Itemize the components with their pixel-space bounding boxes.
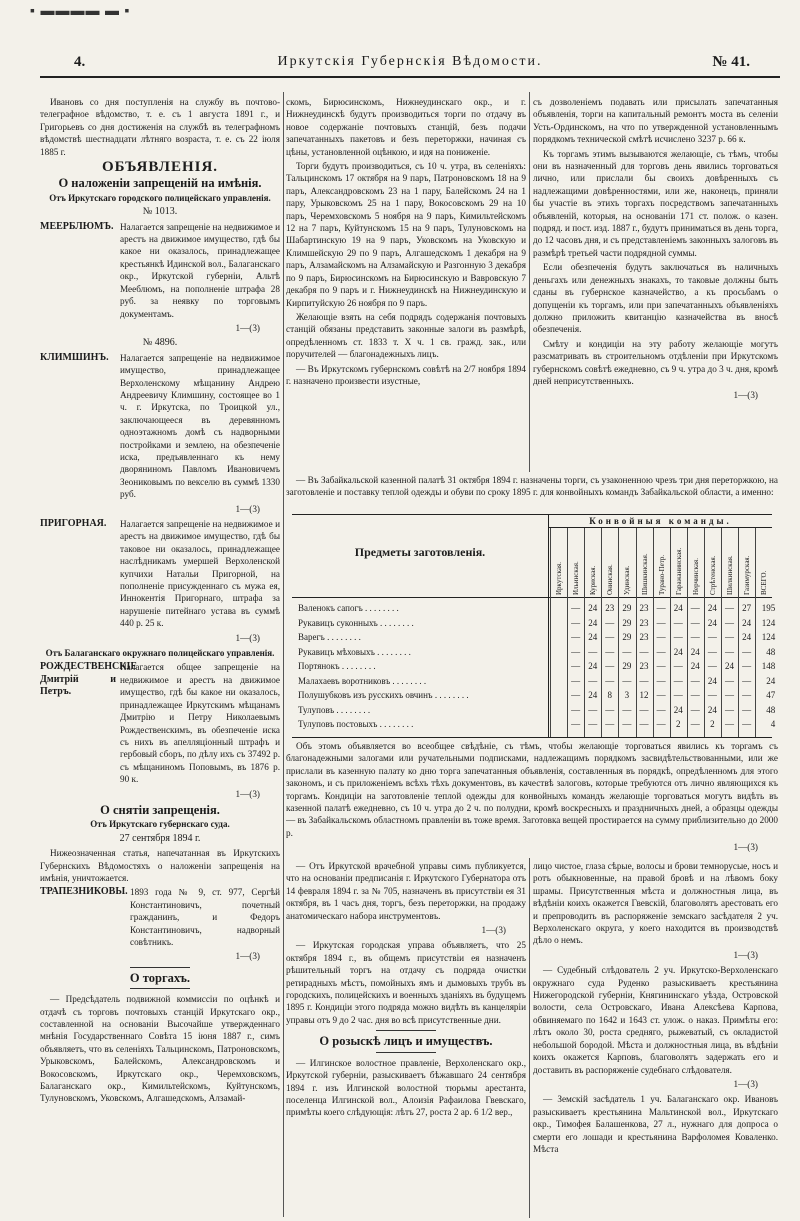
body-text: — Отъ Иркутской врачебной управы симъ публикуется, что на основаніи предписанія г. Иркутского Губернатора отъ 14 февраля 1894 г. за № 705, назначенъ въ присутствіи ея 31 октября, въ 1 часъ дня, торгъ, безъ переторжки, на продажу анатомическаго набора инструментовъ. xyxy=(286,861,526,921)
body-text: лицо чистое, глаза сѣрые, волосы и брови темнорусые, носъ и ротъ обыкновенные, на правой бровѣ и на лѣвомъ боку шрамы. Присутственныя мѣста и должностныя лица, въ вѣдѣніи коихъ окажется Гвевскій, благоволятъ арестовать его и препроводить въ распоряженіе земскаго засѣдателя 2 уч. Верхоленскаго округа, у коего находится въ производствѣ дѣло о немъ. xyxy=(533,861,778,946)
table-cell: 27 xyxy=(742,603,752,613)
issue-number: № 41. xyxy=(712,54,750,70)
table-cell: — xyxy=(656,719,666,729)
notice-signature: 1—(3) xyxy=(733,949,758,960)
notice-date: 27 сентября 1894 г. xyxy=(119,832,201,844)
table-row-label: Валенокъ сапогъ . . . . . . . . xyxy=(298,603,399,613)
body-text: — Въ Забайкальской казенной палатѣ 31 октября 1894 г. назначены торги, съ узаконенною чрезъ три дня переторжкою, на заготовленіе и поставку теплой одежды и обуви по сроку 1895 г. для конвойныхъ командъ Забайкальской области, а именно: xyxy=(286,475,778,498)
column-divider xyxy=(283,472,284,1217)
entry-name: КЛИМШИНЪ. xyxy=(40,351,109,363)
notice-entry xyxy=(40,661,280,785)
table-column-header: Шилкинская. xyxy=(726,555,734,595)
table-cell: — xyxy=(588,704,598,715)
table-total-cell: 124 xyxy=(761,632,776,642)
table-cell: 24 xyxy=(588,690,598,700)
table-cell: 24 xyxy=(742,617,752,628)
intro-text: Ивановъ со дня поступленія на службу въ почтово-телеграфное вѣдомство, т. е. съ 1 августа 1891 г., и Григорьевъ со дня достиженія на службѣ въ телеграфномъ вѣдомствѣ шестнадцати лѣтняго возраста, т. е. съ 22 іюля 1885 г. xyxy=(40,97,280,157)
source-heading: Отъ Иркутскаго губернскаго суда. xyxy=(90,819,230,830)
table-cell: 2 xyxy=(675,719,681,729)
table-header-rule xyxy=(292,597,772,598)
table-cell: — xyxy=(725,719,734,729)
table-cell: — xyxy=(707,690,717,700)
notice-signature: 1—(3) xyxy=(235,503,260,514)
table-cell: — xyxy=(605,704,615,715)
table-cell: 29 xyxy=(622,617,632,628)
table-cell: — xyxy=(725,704,734,715)
table-total-cell: 24 xyxy=(766,675,776,686)
divider xyxy=(130,967,190,968)
table-title: Предметы заготовленія. xyxy=(354,545,486,559)
notice-signature: 1—(3) xyxy=(733,1078,758,1089)
table-cell: 24 xyxy=(725,661,734,671)
table-cell: — xyxy=(690,704,700,715)
table-column-header: Нерчинская. xyxy=(691,558,700,595)
scan-artifact: ▪ ▬▬▬▬ ▬ ▪ xyxy=(30,4,131,19)
body-text: — Илгинское волостное правленіе, Верхоленскаго окр., Иркутской губерніи, разыскиваетъ бѣжавшаго 24 сентября 1894 г. изъ Илгинской волостной тюрьмы арестанта, поселенца Илгинской вол., Алоизія Рафаилова Гвевскаго, примѣты коего слѣдующія: лѣтъ 27, роста 2 ар. 6 1/2 вер., xyxy=(286,1057,526,1118)
table-cell: — xyxy=(605,675,615,686)
body-text: Торги будутъ производиться, съ 10 ч. утра, въ селеніяхъ: Тальцинскомъ 17 октября на 9 паръ, Патроновскомъ 18 на 9 паръ, Александровскомъ 23 на 1 пару, Балейскомъ 24 на 1 пару, Урыковскомъ 25 на 1 пару, Вокосовскомъ 29 на 10 паръ, Черемховскомъ 5 ноября на 9 паръ, Кимильтейскомъ 12 на 7 паръ, Куйтунскомъ 15 на 9 паръ, Тулуновскомъ на Шабартинскую 19 на 9 паръ, Уковскомъ на Уковскую и Климшейскую 29 по 9 паръ, Алгашедскомъ 1 декабря на 9 паръ, Алзамайскомъ на Алзамайскую и Разгонную 3 декабря по 9 паръ, Бирюсинскомъ на Бирюсинскую и Вавровскую 7 декабря по 9 паръ и г. Нижнеудинскѣ на Нижнеудинскую и Кирпитуйскую 26 ноября по 9 паръ. xyxy=(286,161,526,308)
table-cell: 24 xyxy=(707,704,717,715)
notice-signature: 1—(3) xyxy=(733,842,758,853)
table-column-header: Газимурская. xyxy=(743,555,752,595)
announcements-heading: ОБЪЯВЛЕНІЯ. xyxy=(101,159,219,176)
table-column-header: ВСЕГО. xyxy=(760,570,769,595)
table-cell: — xyxy=(725,632,734,642)
body-text: съ дозволеніемъ подавать или присылать запечатанныя объявленія, торги на капитальный ремонтъ моста въ селеніи Усть-Ординскомъ, на что по утвержденной установленнымъ порядкомъ технической смѣтѣ исчислено 3237 р. 66 к. xyxy=(533,97,778,145)
table-cell: — xyxy=(639,646,649,657)
column-left xyxy=(40,96,280,1211)
body-text: скомъ, Бирюсинскомъ, Нижнеудинскаго окр., и г. Нижнеудинскѣ будутъ производиться торги по отдачу въ новое содержаніе почтовыхъ станцій, безъ подачи запечатанныхъ пакетовъ и безъ переторжки, начиная съ цѣны, установленной оцѣнкою, и идя на пониженіе. xyxy=(286,97,526,157)
column-middle xyxy=(286,96,526,471)
divider xyxy=(376,1052,436,1053)
table-cell: — xyxy=(571,603,581,613)
table-row-label: Тулуповъ . . . . . . . . xyxy=(298,704,371,715)
table-total-cell: 148 xyxy=(761,661,776,671)
table-cell: 12 xyxy=(639,690,649,700)
table-cell: — xyxy=(571,632,581,642)
table-cell: — xyxy=(605,632,615,642)
table-cell: — xyxy=(571,719,581,729)
page-number: 4. xyxy=(74,54,86,70)
table-cell: 24 xyxy=(707,617,717,628)
entry-text: 1893 года № 9, ст. 977, Сергѣй Константиновичъ, почетный гражданинъ, и Федоръ Константиновичъ, надворный совѣтникъ. xyxy=(130,887,280,947)
table-cell: 24 xyxy=(673,646,683,657)
lift-text: Нижеозначенная статья, напечатанная въ Иркутскихъ Губернскихъ Вѣдомостяхъ о наложеніи запрещенія на имѣнія, уничтожается. xyxy=(40,848,280,883)
table-cell: — xyxy=(605,719,615,729)
table-cell: — xyxy=(605,617,615,628)
table-group-header: Конвойныя команды. xyxy=(549,515,772,528)
table-cell: — xyxy=(690,603,700,613)
notice-signature: 1—(3) xyxy=(733,390,758,401)
table-cell: — xyxy=(707,632,717,642)
table-cell: 24 xyxy=(588,617,598,628)
table-cell: — xyxy=(656,690,666,700)
table-column-header: Гаражанинская. xyxy=(674,547,683,595)
table-cell: 24 xyxy=(588,632,598,642)
table-cell: — xyxy=(588,719,598,729)
table-cell: 24 xyxy=(707,675,717,686)
table-cell: — xyxy=(690,719,700,729)
table-cell: 24 xyxy=(673,603,683,613)
trade-text: — Предсѣдатель подвижной коммиссіи по оцѣнкѣ и отдачѣ съ торговъ почтовыхъ станцій Иркутскаго окр., составленной на основаніи Высочайше утвержденнаго мнѣнія Государственнаго Совѣта 15 іюня 1887 г., симъ объявляетъ, что въ селеніяхъ Тальцинскомъ, Патроновскомъ, Урыковскомъ, Балейскомъ, Александровскомъ и Вокосовскомъ, Иркутскаго окр., Черемховскомъ, Балаганскаго окр., Кимильтейскомъ, Куйтунскомъ, Тулуновскомъ, Уковскомъ, Алгашедскомъ, Алзамай- xyxy=(40,994,280,1104)
table-cell: — xyxy=(656,704,666,715)
notice-entry xyxy=(40,518,280,630)
table-cell: — xyxy=(656,603,666,613)
table-cell: — xyxy=(622,675,632,686)
table-total-cell: 195 xyxy=(761,603,776,613)
table-cell: — xyxy=(571,690,581,700)
table-cell: — xyxy=(588,646,598,657)
table-total-cell: 48 xyxy=(766,704,776,715)
table-column-header: Онинская. xyxy=(606,564,615,595)
table-cell: 23 xyxy=(639,632,649,642)
table-cell: — xyxy=(605,646,615,657)
table-row-label: Рукавицъ мѣховыхъ . . . . . . . . xyxy=(298,646,411,657)
notice-signature: 1—(3) xyxy=(235,788,260,799)
notice-signature: 1—(3) xyxy=(235,322,260,333)
body-text: Если обезпеченія будутъ заключаться въ наличныхъ деньгахъ или денежныхъ знакахъ, то таковые должны быть сданы въ губернское казначейство, а къ просьбамъ о допущеніи къ торгамъ, или при запечатанныхъ объявленіяхъ должно приложить квитанцію казначейства въ вносѣ обезпеченія. xyxy=(533,262,778,335)
table-cell: 24 xyxy=(673,704,683,715)
column-middle-lower xyxy=(286,860,526,1215)
table-cell: — xyxy=(742,675,752,686)
table-cell: — xyxy=(571,646,581,657)
table-cell: 24 xyxy=(690,646,700,657)
table-cell: — xyxy=(639,719,649,729)
column-divider xyxy=(283,92,284,472)
notice-entry xyxy=(40,221,280,320)
table-cell: — xyxy=(725,690,734,700)
table-column-header: Турано-Петр. xyxy=(657,554,666,595)
supplies-table xyxy=(292,514,776,738)
table-total-cell: 4 xyxy=(770,719,776,729)
entry-name: РОЖДЕСТВЕНСКІЕ Дмитрій и Петръ. xyxy=(40,661,138,698)
table-cell: 24 xyxy=(742,632,752,642)
newspaper-title: Иркутскія Губернскія Вѣдомости. xyxy=(277,54,543,69)
table-cell: — xyxy=(742,661,752,671)
table-row-label: Портянокъ . . . . . . . . xyxy=(298,661,376,671)
search-heading: О розыскѣ лицъ и имуществъ. xyxy=(319,1034,493,1049)
table-cell: — xyxy=(725,646,734,657)
table-cell: — xyxy=(622,646,632,657)
table-cell: 24 xyxy=(707,603,717,613)
body-text: — Иркутская городская управа объявляетъ, что 25 октября 1894 г., въ общемъ присутствіи ея назначенъ рѣшительный торгъ на отдачу съ подряда очистки ретирадныхъ мѣстъ, помойныхъ ямъ и дымовыхъ трубъ въ городскихъ, полицейскихъ и военныхъ зданіяхъ въ будущемъ 1895 г. Кондиціи этого подряда можно видѣть въ канцеляріи управы отъ 9 до 2 час. дня во всѣ присутственные дни. xyxy=(286,940,526,1025)
zabaikal-notice-cont xyxy=(286,740,778,857)
trade-heading: О торгахъ. xyxy=(129,970,191,985)
body-text: — Судебный слѣдователь 2 уч. Иркутско-Верхоленскаго окружнаго суда Руденко разыскиваетъ крестьянина Нижегородской губерніи, Княгининскаго уѣзда, Островской волости, села Островскаго, Ивана Алексѣева Карпова, обвиняемаго по 1642 и 1643 ст. улож. о наказ. Примѣты его: лѣтъ около 30, роста средняго, рыжеватый, съ окладистой небольшой бородой. Мѣста и должностныя лица, въ вѣдѣніи коихъ окажется Карповъ, благоволятъ задержать его и доставить въ распоряженіе судебнаго слѣдователя. xyxy=(533,965,778,1075)
table-column-header: Куриская. xyxy=(589,565,598,595)
notice-signature: 1—(3) xyxy=(235,951,260,962)
notice-number: № 1013. xyxy=(142,206,178,218)
table-cell: — xyxy=(742,719,752,729)
table-cell: 24 xyxy=(588,603,598,613)
column-divider xyxy=(529,858,530,1218)
table-cell: — xyxy=(639,704,649,715)
table-row-label: Варегъ . . . . . . . . xyxy=(298,632,361,642)
table-cell: — xyxy=(571,704,581,715)
table-cell: — xyxy=(588,675,598,686)
table-cell: — xyxy=(707,661,717,671)
table-column-rule xyxy=(550,528,551,737)
table-cell: — xyxy=(707,646,717,657)
table-cell: 29 xyxy=(622,603,632,613)
bans-heading: О наложеніи запрещеній на имѣнія. xyxy=(58,176,262,191)
table-cell: — xyxy=(673,675,683,686)
table-cell: — xyxy=(673,661,683,671)
table-cell: — xyxy=(690,632,700,642)
table-row-label: Тулуповъ постовыхъ . . . . . . . . xyxy=(298,719,414,729)
table-cell: 24 xyxy=(690,661,700,671)
table-cell: — xyxy=(656,632,666,642)
entry-name: ПРИГОРНАЯ. xyxy=(40,518,107,529)
table-cell: 29 xyxy=(622,661,632,671)
divider xyxy=(376,1030,436,1031)
table-cell: — xyxy=(571,661,581,671)
table-cell: 23 xyxy=(605,603,615,613)
table-cell: — xyxy=(673,617,683,628)
table-cell: — xyxy=(725,617,734,628)
table-cell: — xyxy=(605,661,615,671)
table-cell: — xyxy=(725,675,734,686)
table-cell: 23 xyxy=(639,603,649,613)
table-row-label: Малахаевъ воротниковъ . . . . . . . . xyxy=(298,675,427,686)
entry-name: ТРАПЕЗНИКОВЫ. xyxy=(40,886,128,898)
zabaikal-notice xyxy=(286,474,778,501)
column-right-lower xyxy=(533,860,778,1215)
notice-signature: 1—(3) xyxy=(235,632,260,643)
entry-text: Налагается запрещеніе на недвижимое и арестъ на движимое имущество, гдѣ бы таковое ни оказалось, принадлежащее наслѣдникамъ умершей Верхоленской купчихи Натальи Пригорной, на пополненіе присужденнаго съ мужа ея, Иннокентія Пригорнаго, штрафа за нарушеніе питейнаго устава въ суммѣ 440 р. 25 к. xyxy=(120,519,280,629)
body-text: Объ этомъ объявляется во всеобщее свѣдѣніе, съ тѣмъ, чтобы желающіе торговаться явились къ торгамъ съ благонадежными залогами или ручательными подписками, надлежащимъ порядкомъ засвидѣтельствованными, или же прислали въ казенную палату ко дню торга запечатанныя объявленія, составленныя въ порядкѣ, опредѣленномъ для этого закономъ, и съ приложеніемъ всѣхъ тѣхъ документовъ, въ качествѣ залоговъ, которые требуются отъ лично являющихся къ торгамъ. Кондиціи на заготовленіе теплой одежды для конвойныхъ командъ желающіе торговаться могутъ видѣть въ казенной палатѣ ежедневно, съ 10 ч. утра до 2 ч. по полудни, кромѣ воскресныхъ и праздничныхъ дней, а образцы одежды — въ Забайкальскомъ областномъ правленіи въ тоже время. Заготовка вещей простирается на сумму приблизительно до 2000 р. xyxy=(286,741,778,838)
entry-text: Налагается общее запрещеніе на недвижимое и арестъ на движимое имущество, гдѣ бы какое ни оказалось, принадлежащее Иркутскимъ мѣщанамъ Дмитрію и Петру Николаевымъ Рождественскимъ, въ обезпеченіе иска съ нихъ въ апелляціонный штрафъ и гербовый сборъ, по дѣлу ихъ съ 37492 р. съ мѣщаниномъ Поповымъ, въ 1876 р. 90 к. xyxy=(120,662,280,785)
table-cell: — xyxy=(690,690,700,700)
table-cell: — xyxy=(639,675,649,686)
page-header xyxy=(40,52,780,78)
notice-signature: 1—(3) xyxy=(481,925,506,936)
table-cell: 23 xyxy=(639,617,649,628)
table-cell: — xyxy=(690,617,700,628)
lift-heading: О снятіи запрещенія. xyxy=(100,802,220,817)
notice-entry xyxy=(40,352,280,501)
entry-name: МЕЕРБЛЮМЪ. xyxy=(40,220,114,232)
table-cell: — xyxy=(742,690,752,700)
table-column-header: Иркутская. xyxy=(555,562,563,595)
table-cell: — xyxy=(742,704,752,715)
table-cell: — xyxy=(673,632,683,642)
table-cell: — xyxy=(656,646,666,657)
body-text: — Въ Иркутскомъ губернскомъ совѣтѣ на 2/7 ноября 1894 г. назначено произвести изустные, xyxy=(286,363,526,386)
body-text: Смѣту и кондиціи на эту работу желающіе могутъ разсматривать въ строительномъ отдѣленіи при Иркутскомъ губернскомъ совѣтѣ ежедневно, съ 9 ч. утра до 3 ч. дня, кромѣ дней неприсутственныхъ. xyxy=(533,338,778,386)
entry-text: Налагается запрещеніе на недвижимое и арестъ на движимое имущество, гдѣ бы какое ни оказалось, принадлежащее крестьянкѣ Идинской вол., Балаганскаго окр., Иркутской губерніи, Альтѣ Мееблюмъ, на пополненіе штрафа 28 руб. за неявку по торговымъ документамъ. xyxy=(120,221,280,319)
table-cell: — xyxy=(622,719,632,729)
table-column-header: Удинская. xyxy=(623,565,632,595)
table-cell: 8 xyxy=(607,690,613,700)
entry-text: Налагается запрещеніе на недвижимое имущество, принадлежащее Верхоленскому мѣщанину Андрею Андреевичу Климшину, состоящее во 1 ч. г. Иркутска, по Троицкой ул., заключающееся въ деревянномъ одноэтажномъ домѣ съ надворными постройками и землею, на обезпеченіе иска, предъявленнаго къ нему дворяниномъ Павломъ Ивановичемъ Зеониковымъ по векселю въ суммѣ 1330 руб. xyxy=(120,352,280,500)
table-cell: — xyxy=(571,675,581,686)
table-cell: — xyxy=(690,675,700,686)
table-cell: 3 xyxy=(624,690,630,700)
divider xyxy=(130,988,190,989)
column-divider xyxy=(529,92,530,472)
table-column-header: Стрѣтенская. xyxy=(708,555,717,595)
table-total-cell: 47 xyxy=(766,690,776,700)
table-total-cell: 124 xyxy=(761,617,776,628)
source-heading: Отъ Балаганскаго окружнаго полицейскаго управленія. xyxy=(45,648,275,659)
column-right xyxy=(533,96,778,471)
table-cell: 23 xyxy=(639,661,649,671)
table-cell: — xyxy=(673,690,683,700)
notice-entry xyxy=(40,886,280,948)
source-heading: Отъ Иркутскаго городского полицейскаго управленія. xyxy=(49,192,271,203)
table-row-label: Рукавицъ суконныхъ . . . . . . . . xyxy=(298,617,414,628)
body-text: — Земскій засѣдатель 1 уч. Балаганскаго окр. Ивановъ разыскиваетъ крестьянина Мальтинской вол., Иркутскаго окр., Тимофея Балашенкова, 27 л., нужнаго для допроса о смерти его лошади и крестьянина Варфоломея Коваленко. Мѣста xyxy=(533,1094,778,1154)
body-text: Къ торгамъ этимъ вызываются желающіе, съ тѣмъ, чтобы они въ назначенный для торговъ день явились торговаться лично, или прислали бы своихъ довѣренныхъ съ надлежащими довѣренностями, или же, наконецъ, приняли бы участіе въ этихъ торгахъ посредствомъ запечатанныхъ объявленій, которыя, на основаніи 171 ст. полож. о казен. подряд. и пост. изд. 1887 г., будутъ приниматься въ день торга, до 12 часовъ дня, и съ представленіемъ законныхъ залоговъ въ размѣрѣ третьей части подрядной суммы. xyxy=(533,148,778,258)
table-cell: 2 xyxy=(710,719,715,729)
table-cell: — xyxy=(571,617,581,628)
table-column-header: Шишкинская. xyxy=(640,553,649,595)
table-cell: — xyxy=(742,646,752,657)
table-cell: — xyxy=(725,603,734,613)
table-row-label: Полушубковъ изъ русскихъ овчинъ . . . . . . . . xyxy=(298,690,469,700)
notice-number: № 4896. xyxy=(142,337,178,349)
table-cell: — xyxy=(656,617,666,628)
table-cell: 29 xyxy=(622,632,632,642)
table-cell: — xyxy=(656,675,666,686)
table-cell: — xyxy=(656,661,666,671)
table-cell: 24 xyxy=(588,661,598,671)
table-total-cell: 48 xyxy=(766,646,776,657)
table-column-header: Ильинская. xyxy=(572,561,581,595)
table-cell: — xyxy=(622,704,632,715)
body-text: Желающіе взять на себя подрядъ содержанія почтовыхъ станцій обязаны представить законные залоги въ размѣрѣ, опредѣленномъ ст. 1833 т. X ч. 1 св. гражд. зак., или поручителей — благонадежныхъ лицъ. xyxy=(286,311,526,360)
